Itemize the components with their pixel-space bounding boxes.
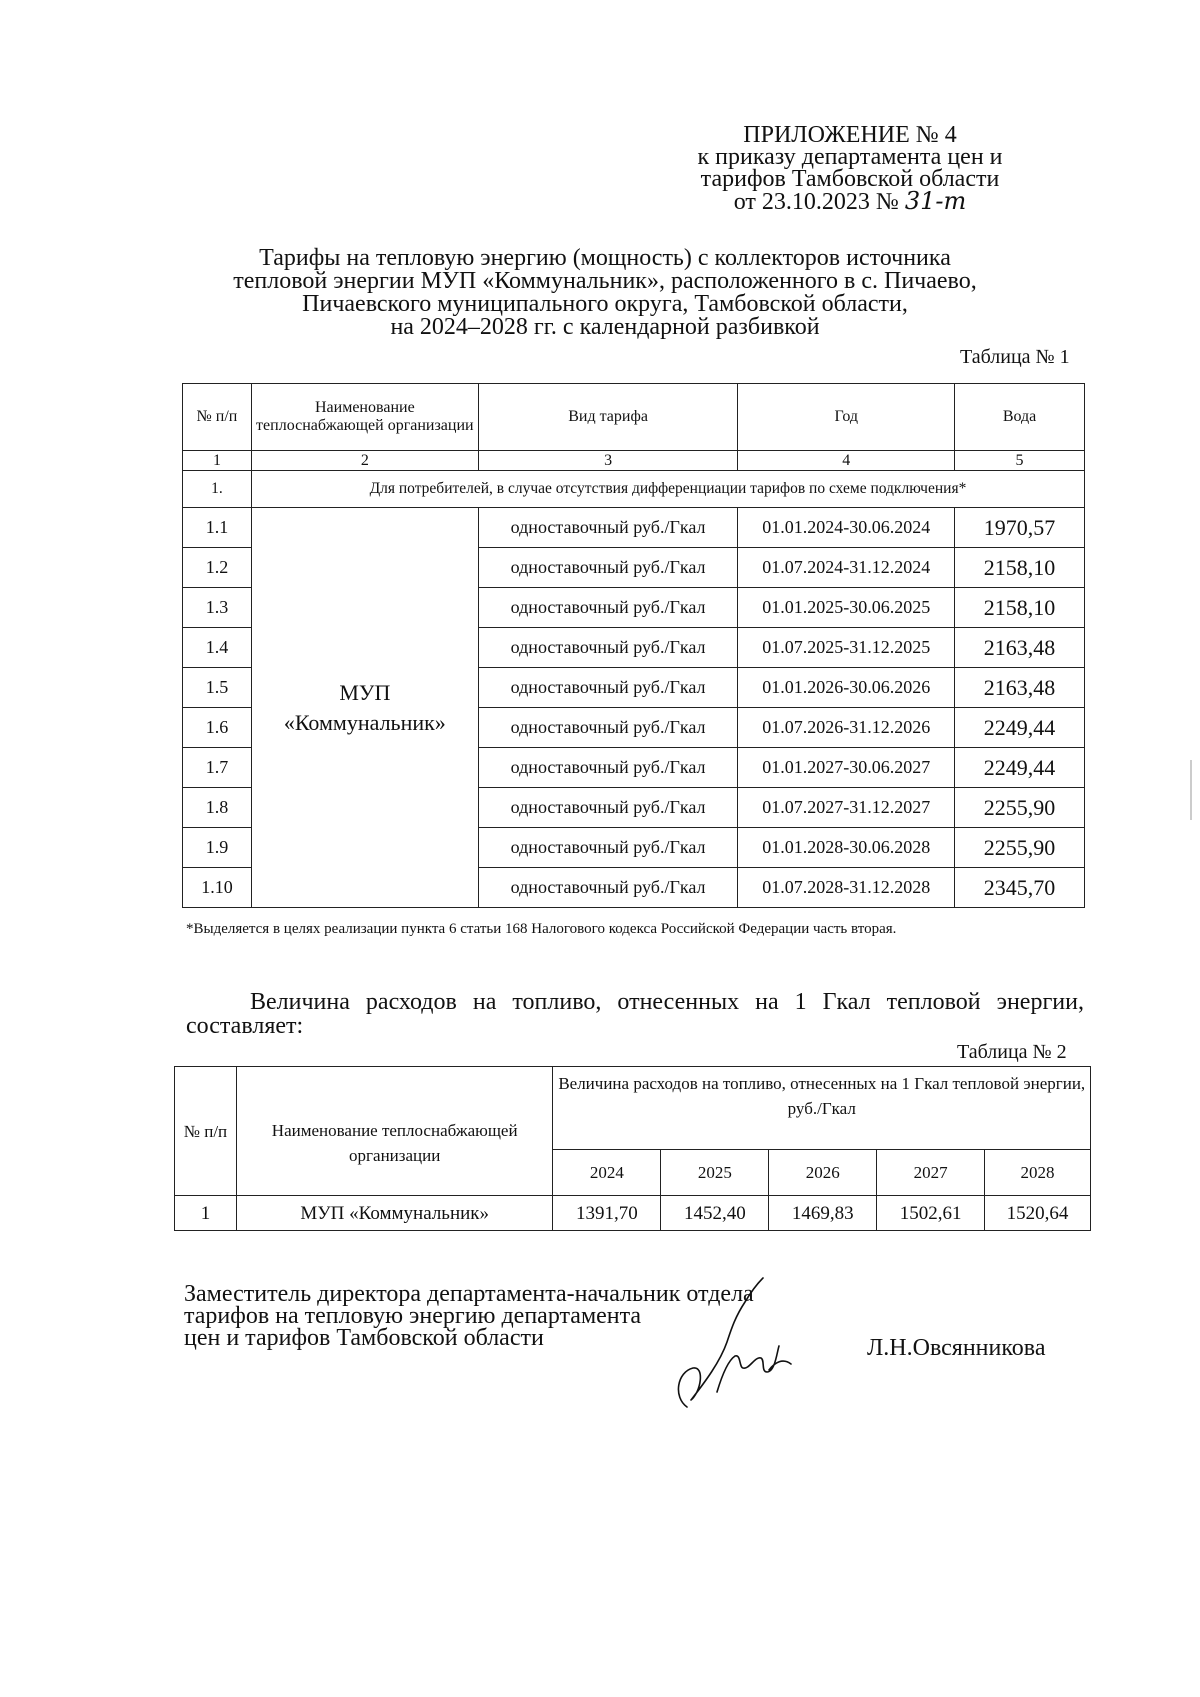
row-value: 1970,57: [955, 508, 1085, 548]
t2-row-value: 1452,40: [661, 1196, 769, 1231]
annex-line2: к приказу департамента цен и: [697, 144, 1003, 170]
row-value: 2249,44: [955, 748, 1085, 788]
row-value: 2255,90: [955, 788, 1085, 828]
table-row: [175, 1196, 1091, 1231]
row-value: 2345,70: [955, 868, 1085, 908]
signatory-line1: Заместитель директора департамента-начальник отдела: [184, 1281, 754, 1307]
row-period: 01.07.2028-31.12.2028: [738, 868, 955, 908]
annex-line3: тарифов Тамбовской области: [700, 166, 1000, 192]
row-period: 01.07.2026-31.12.2026: [738, 708, 955, 748]
row-type: одноставочный руб./Гкал: [478, 748, 738, 788]
t2-row-num: 1: [175, 1196, 237, 1231]
t2-year: 2027: [877, 1150, 985, 1196]
signatory-line2: тарифов на тепловую энергию департамента: [184, 1303, 642, 1329]
table1-caption: Таблица № 1: [960, 346, 1070, 368]
row-num: 1.5: [183, 668, 252, 708]
tariff-table: [182, 383, 1085, 908]
header-org: Наименование теплоснабжающей организации: [251, 384, 478, 451]
t2-year: 2028: [985, 1150, 1091, 1196]
org-name-line2: «Коммунальник»: [283, 709, 446, 735]
document-title: [180, 247, 1030, 339]
table1-footnote: *Выделяется в целях реализации пункта 6 статьи 168 Налогового кодекса Российской Федерации часть вторая.: [186, 921, 897, 937]
table2-header-row: [175, 1067, 1091, 1150]
t2-header-num: № п/п: [175, 1067, 237, 1196]
row-num: 1.8: [183, 788, 252, 828]
table-row: [183, 508, 1085, 548]
t2-row-org: МУП «Коммунальник»: [236, 1196, 553, 1231]
row-value: 2158,10: [955, 588, 1085, 628]
row-num: 1.1: [183, 508, 252, 548]
row-type: одноставочный руб./Гкал: [478, 788, 738, 828]
col-index: 2: [251, 451, 478, 471]
t2-year: 2024: [553, 1150, 661, 1196]
row-value: 2255,90: [955, 828, 1085, 868]
col-index: 3: [478, 451, 738, 471]
row-type: одноставочный руб./Гкал: [478, 508, 738, 548]
row-num: 1.7: [183, 748, 252, 788]
row-period: 01.01.2025-30.06.2025: [738, 588, 955, 628]
row-type: одноставочный руб./Гкал: [478, 668, 738, 708]
row-value: 2163,48: [955, 628, 1085, 668]
header-tariff: Вид тарифа: [478, 384, 738, 451]
t2-row-value: 1520,64: [985, 1196, 1091, 1231]
row-period: 01.07.2024-31.12.2024: [738, 548, 955, 588]
row-type: одноставочный руб./Гкал: [478, 828, 738, 868]
row-type: одноставочный руб./Гкал: [478, 588, 738, 628]
fuel-cost-table: [174, 1066, 1091, 1231]
annex-header: [650, 124, 1050, 213]
row-value: 2163,48: [955, 668, 1085, 708]
t2-row-value: 1469,83: [769, 1196, 877, 1231]
t2-header-org: Наименование теплоснабжающей организации: [236, 1067, 553, 1196]
row-num: 1.9: [183, 828, 252, 868]
t2-year: 2025: [661, 1150, 769, 1196]
title-line1: Тарифы на тепловую энергию (мощность) с коллекторов источника: [259, 245, 951, 271]
row-period: 01.01.2028-30.06.2028: [738, 828, 955, 868]
row-num: 1.4: [183, 628, 252, 668]
group-label: Для потребителей, в случае отсутствия дифференциации тарифов по схеме подключения*: [251, 471, 1084, 508]
org-name-line1: МУП: [339, 679, 391, 705]
fuel-cost-text: Величина расходов на топливо, отнесенных на 1 Гкал тепловой энергии, составляет:: [186, 989, 1084, 1039]
signatory-line3: цен и тарифов Тамбовской области: [184, 1325, 544, 1351]
t2-header-group: Величина расходов на топливо, отнесенных на 1 Гкал тепловой энергии, руб./Гкал: [553, 1067, 1091, 1150]
header-water: Вода: [955, 384, 1085, 451]
row-type: одноставочный руб./Гкал: [478, 548, 738, 588]
table1-header-row: [183, 384, 1085, 451]
row-period: 01.01.2024-30.06.2024: [738, 508, 955, 548]
row-type: одноставочный руб./Гкал: [478, 708, 738, 748]
row-num: 1.3: [183, 588, 252, 628]
table1-index-row: [183, 451, 1085, 471]
title-line2: тепловой энергии МУП «Коммунальник», расположенного в с. Пичаево,: [233, 268, 977, 294]
t2-row-value: 1502,61: [877, 1196, 985, 1231]
annex-date: [650, 187, 1050, 215]
col-index: 4: [738, 451, 955, 471]
row-period: 01.07.2025-31.12.2025: [738, 628, 955, 668]
header-year: Год: [738, 384, 955, 451]
header-num: № п/п: [183, 384, 252, 451]
order-number: 31-т: [904, 187, 967, 215]
row-type: одноставочный руб./Гкал: [478, 868, 738, 908]
table1-group-row: [183, 471, 1085, 508]
row-type: одноставочный руб./Гкал: [478, 628, 738, 668]
col-index: 5: [955, 451, 1085, 471]
annex-title: ПРИЛОЖЕНИЕ № 4: [743, 122, 957, 148]
row-num: 1.2: [183, 548, 252, 588]
title-line4: на 2024–2028 гг. с календарной разбивкой: [390, 314, 820, 340]
handwritten-signature: [665, 1272, 815, 1412]
row-period: 01.01.2027-30.06.2027: [738, 748, 955, 788]
group-num: 1.: [183, 471, 252, 508]
t2-year: 2026: [769, 1150, 877, 1196]
col-index: 1: [183, 451, 252, 471]
row-value: 2158,10: [955, 548, 1085, 588]
row-period: 01.07.2027-31.12.2027: [738, 788, 955, 828]
signatory-name: Л.Н.Овсянникова: [867, 1335, 1046, 1361]
row-period: 01.01.2026-30.06.2026: [738, 668, 955, 708]
org-name-cell: [251, 508, 478, 908]
title-line3: Пичаевского муниципального округа, Тамбовской области,: [302, 291, 908, 317]
table2-caption: Таблица № 2: [957, 1041, 1067, 1063]
scan-edge-mark: [1188, 760, 1194, 820]
row-value: 2249,44: [955, 708, 1085, 748]
row-num: 1.10: [183, 868, 252, 908]
row-num: 1.6: [183, 708, 252, 748]
annex-date-prefix: от 23.10.2023 №: [733, 189, 899, 215]
t2-row-value: 1391,70: [553, 1196, 661, 1231]
